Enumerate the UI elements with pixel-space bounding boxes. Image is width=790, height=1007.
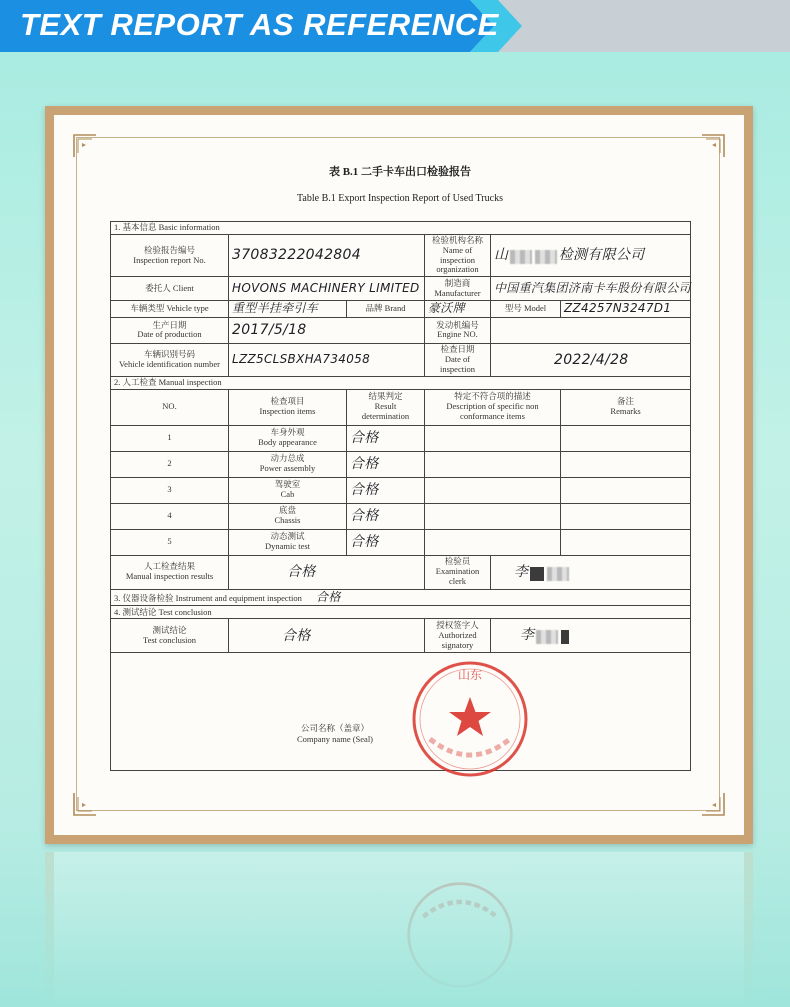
inspection-report-no-label: 检验报告编号 Inspection report No. [111,235,229,277]
report-paper [54,115,744,835]
item-number: 3 [111,477,229,503]
item-result: 合格 [347,503,425,529]
production-date-label: 生产日期 Date of production [111,317,229,343]
report-frame [45,106,753,844]
column-header-items: 检查项目 Inspection items [229,389,347,425]
item-name: 底盘 Chassis [229,503,347,529]
inspection-report-no-value: 37083222042804 [229,235,425,277]
section-manual-inspection: 2. 人工检查 Manual inspection [111,376,691,389]
inspection-organization-value: 山 检测有限公司 [491,235,691,277]
model-label: 型号 Model [491,301,561,318]
authorized-signatory-signature: 李 [491,619,691,653]
banner-title: TEXT REPORT AS REFERENCE [20,7,499,42]
report-title-cn: 表 B.1 二手卡车出口检验报告 [328,166,472,178]
redacted-block [530,567,544,581]
section-test-conclusion: 4. 测试结论 Test conclusion [111,606,691,619]
client-value: HOVONS MACHINERY LIMITED [229,277,425,301]
item-result: 合格 [347,529,425,555]
redacted-block [547,567,569,581]
column-header-description: 特定不符合项的描述 Description of specific non conformance items [425,389,561,425]
vehicle-type-label: 车辆类型 Vehicle type [111,301,229,318]
corner-ornament-icon [700,791,726,817]
table-row [111,503,691,529]
production-date-value: 2017/5/18 [229,317,425,343]
item-number: 4 [111,503,229,529]
manufacturer-value: 中国重汽集团济南卡车股份有限公司 [491,277,691,301]
inspection-report [110,159,690,771]
table-row [111,529,691,555]
item-description [425,451,561,477]
item-result: 合格 [347,477,425,503]
column-header-remarks: 备注 Remarks [561,389,691,425]
report-title-en: Table B.1 Export Inspection Report of Used Trucks [297,193,503,204]
table-row [111,425,691,451]
section-instrument-inspection: 3. 仪器设备检验 Instrument and equipment inspection 合格 [111,589,691,606]
item-description [425,529,561,555]
client-label: 委托人 Client [111,277,229,301]
column-header-no: NO. [111,389,229,425]
engine-no-value [491,317,691,343]
vehicle-type-value: 重型半挂牵引车 [229,301,347,318]
company-seal-area [111,653,691,771]
corner-ornament-icon [700,133,726,159]
item-name: 动力总成 Power assembly [229,451,347,477]
item-name: 车身外观 Body appearance [229,425,347,451]
redacted-block [536,630,558,644]
company-seal-stamp [410,659,530,779]
item-remarks [561,503,691,529]
inspection-organization-label: 检验机构名称 Name of inspection organization [425,235,491,277]
corner-ornament-icon [72,133,98,159]
inspection-date-value: 2022/4/28 [491,343,691,376]
report-table [110,221,691,771]
item-result: 合格 [347,425,425,451]
corner-ornament-icon [72,791,98,817]
redacted-block [561,630,569,644]
engine-no-label: 发动机编号 Engine NO. [425,317,491,343]
examination-clerk-signature: 李 [491,555,691,589]
table-row [111,451,691,477]
item-remarks [561,529,691,555]
item-description [425,425,561,451]
authorized-signatory-label: 授权签字人 Authorized signatory [425,619,491,653]
item-name: 动态测试 Dynamic test [229,529,347,555]
item-remarks [561,477,691,503]
item-number: 2 [111,451,229,477]
frame-reflection [45,852,753,1007]
item-description [425,503,561,529]
table-row [111,477,691,503]
item-remarks [561,425,691,451]
manual-results-value: 合格 [229,555,425,589]
brand-value: 豪沃牌 [425,301,491,318]
manual-results-label: 人工检查结果 Manual inspection results [111,555,229,589]
item-description [425,477,561,503]
brand-label: 品牌 Brand [347,301,425,318]
item-remarks [561,451,691,477]
redacted-block [510,250,532,264]
inspection-date-label: 检查日期 Date of inspection [425,343,491,376]
test-conclusion-value: 合格 [229,619,425,653]
header-banner [0,0,790,52]
manufacturer-label: 制造商 Manufacturer [425,277,491,301]
item-result: 合格 [347,451,425,477]
seal-reflection-icon [405,880,515,990]
item-number: 1 [111,425,229,451]
company-name-label: 公司名称（盖章） Company name (Seal) [297,723,374,745]
redacted-block [535,250,557,264]
vin-value: LZZ5CLSBXHA734058 [229,343,425,376]
test-conclusion-label: 测试结论 Test conclusion [111,619,229,653]
item-number: 5 [111,529,229,555]
column-header-result: 结果判定 Result determination [347,389,425,425]
vin-label: 车辆识别号码 Vehicle identification number [111,343,229,376]
section-basic-information: 1. 基本信息 Basic information [111,222,691,235]
examination-clerk-label: 检验员 Examination clerk [425,555,491,589]
item-name: 驾驶室 Cab [229,477,347,503]
svg-text:山东: 山东 [457,668,483,682]
model-value: ZZ4257N3247D1 [561,301,691,318]
